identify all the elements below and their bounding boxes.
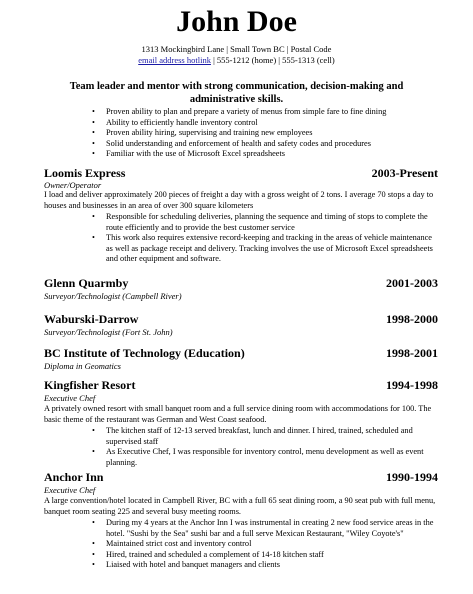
resume-name: John Doe <box>176 5 297 38</box>
job-dates: 1990-1994 <box>386 470 438 484</box>
summary-bullet-list <box>92 107 442 160</box>
job-title: Waburski-Darrow <box>44 312 139 326</box>
phone-numbers: | 555-1212 (home) | 555-1313 (cell) <box>210 55 335 65</box>
bullet-icon: • <box>92 138 95 148</box>
summary-heading <box>0 80 473 106</box>
bullet-icon: • <box>92 426 95 435</box>
job-description: A large convention/hotel located in Campbell River, BC with a full 65 seat dining room, a 90 seat pub with full menu, banquet room seating 225 and several busy meeting rooms. <box>44 496 436 516</box>
bullet-icon: • <box>92 518 95 527</box>
job-description: A privately owned resort with small banquet room and a full service dining room with accommodations for 100. The basic theme of the restaurant was German and West Coast seafood. <box>44 404 432 424</box>
summary-line-2: administrative skills. <box>189 94 284 105</box>
list-item: • Proven ability to plan and prepare a variety of menus from simple fare to fine dining <box>92 107 387 116</box>
list-item: • This work also requires extensive record-keeping and tracking in the areas of vehicle maintenance as well as package receipt and delivery. Tracking involves the use of Microsoft Excel spreadsheets and other equipment and software. <box>92 233 433 264</box>
job-title: BC Institute of Technology (Education) <box>44 346 245 360</box>
job-dates: 1998-2001 <box>386 346 438 360</box>
job-role: Diploma in Geomatics <box>44 361 121 371</box>
job-header-waburski-darrow <box>44 312 438 326</box>
bullet-icon: • <box>92 560 95 570</box>
bullet-icon: • <box>92 233 95 243</box>
bullet-icon: • <box>92 549 95 559</box>
job-role: Executive Chef <box>44 393 96 403</box>
list-item: • Responsible for scheduling deliveries, planning the sequence and timing of stops to complete the route efficiently and to provide the best customer service <box>92 212 428 232</box>
contact-line <box>0 55 473 65</box>
list-item: • Proven ability hiring, supervising and training new employees <box>92 128 313 138</box>
job-header-loomis <box>44 166 438 180</box>
job-title: Kingfisher Resort <box>44 378 136 392</box>
bullet-icon: • <box>92 128 95 138</box>
bullet-icon: • <box>92 117 95 127</box>
list-item: • Solid understanding and enforcement of health and safety codes and procedures <box>92 138 371 148</box>
job-dates: 2003-Present <box>371 166 438 180</box>
job-bullet-list <box>92 426 438 468</box>
address-line: 1313 Mockingbird Lane | Small Town BC | Postal Code <box>141 44 332 54</box>
bullet-icon: • <box>92 539 95 549</box>
bullet-icon: • <box>92 149 95 159</box>
list-item: • Maintained strict cost and inventory control <box>92 539 252 549</box>
list-item: • As Executive Chef, I was responsible for inventory control, menu development as well as event planning. <box>92 447 424 467</box>
job-dates: 2001-2003 <box>386 276 438 290</box>
job-role: Surveyor/Technologist (Campbell River) <box>44 291 182 301</box>
list-item: • Liaised with hotel and banquet managers and clients <box>92 560 280 570</box>
job-title: Anchor Inn <box>44 470 104 484</box>
list-item: • Familiar with the use of Microsoft Excel spreadsheets <box>92 149 286 159</box>
job-bullet-list <box>92 518 438 571</box>
email-link[interactable]: email address hotlink <box>138 55 211 65</box>
job-dates: 1994-1998 <box>386 378 438 392</box>
job-role: Surveyor/Technologist (Fort St. John) <box>44 327 173 337</box>
summary-line-1: Team leader and mentor with strong communication, decision-making and <box>69 81 404 92</box>
job-bullet-list <box>92 212 438 265</box>
job-title: Glenn Quarmby <box>44 276 129 290</box>
bullet-icon: • <box>92 447 95 457</box>
job-title: Loomis Express <box>44 166 126 180</box>
list-item: • Hired, trained and scheduled a complement of 14-18 kitchen staff <box>92 549 324 559</box>
list-item: • Ability to efficiently handle inventory control <box>92 117 258 127</box>
job-header-glenn-quarmby <box>44 276 438 290</box>
job-header-bcit <box>44 346 438 360</box>
job-role: Executive Chef <box>44 485 96 495</box>
job-header-anchor-inn <box>44 470 438 484</box>
list-item: • During my 4 years at the Anchor Inn I was instrumental in creating 2 new food service areas in the hotel. "Sushi by the Sea" sushi bar and a full serve Mexican Restaurant, "Wiley Coyote's" <box>92 518 434 538</box>
job-description: I load and deliver approximately 200 pieces of freight a day with a gross weight of 2 tons. I average 70 stops a day to houses and businesses in an area of over 300 square kilometers <box>44 190 434 210</box>
bullet-icon: • <box>92 212 95 221</box>
job-dates: 1998-2000 <box>386 312 438 326</box>
bullet-icon: • <box>92 107 95 116</box>
job-role: Owner/Operator <box>44 180 102 190</box>
job-header-kingfisher <box>44 378 438 392</box>
list-item: • The kitchen staff of 12-13 served breakfast, lunch and dinner. I hired, trained, scheduled and supervised staff <box>92 426 413 446</box>
